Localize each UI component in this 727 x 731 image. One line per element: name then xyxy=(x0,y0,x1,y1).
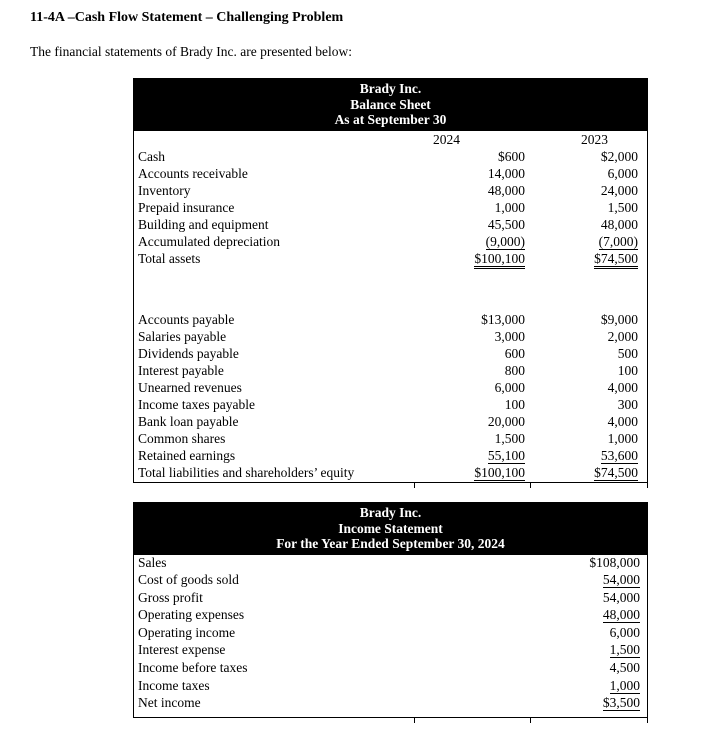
value-2024-text: 1,500 xyxy=(494,430,525,446)
row-label-text: Unearned revenues xyxy=(138,379,242,395)
row-label-text: Cost of goods sold xyxy=(138,572,239,588)
value-2023-text: 4,000 xyxy=(607,379,638,395)
row-label xyxy=(134,312,405,329)
statement-row xyxy=(134,431,647,448)
value-2024 xyxy=(405,431,525,448)
value-2024-text: 48,000 xyxy=(487,182,525,198)
value-text: 48,000 xyxy=(602,607,640,623)
value-2023 xyxy=(525,346,647,363)
value xyxy=(490,695,647,712)
row-label-text: Operating expenses xyxy=(138,607,245,623)
statement-title: Balance Sheet xyxy=(350,96,431,112)
value-2024 xyxy=(405,166,525,183)
row-label xyxy=(134,590,490,607)
row-label xyxy=(134,346,405,363)
value-2023-text: $74,500 xyxy=(594,252,638,269)
value-2023 xyxy=(525,363,647,380)
row-label xyxy=(134,678,490,695)
statement-date: As at September 30 xyxy=(334,112,447,127)
row-label xyxy=(134,183,405,200)
statement-title: Income Statement xyxy=(338,520,443,536)
value-2024 xyxy=(405,200,525,217)
value-2023-text: $74,500 xyxy=(594,466,638,483)
statement-row xyxy=(134,217,647,234)
value xyxy=(490,572,647,589)
value-2023 xyxy=(525,329,647,346)
value-text: 1,500 xyxy=(609,642,640,658)
row-label xyxy=(134,329,405,346)
row-label xyxy=(134,465,405,482)
value xyxy=(490,642,647,659)
problem-heading: 11-4A –Cash Flow Statement – Challenging Problem xyxy=(30,10,344,25)
row-label-text: Income taxes payable xyxy=(138,396,255,412)
value-2024-text: 14,000 xyxy=(487,165,525,181)
value-text: 54,000 xyxy=(602,589,640,605)
cell-border-tick xyxy=(530,483,531,488)
statement-row xyxy=(134,625,647,643)
row-label xyxy=(134,448,405,465)
statement-row xyxy=(134,572,647,590)
value-2024-text: 100 xyxy=(504,396,525,412)
statement-row xyxy=(134,329,647,346)
value-2023-text: 53,600 xyxy=(600,447,638,463)
value-2023-text: 2,000 xyxy=(607,328,638,344)
row-label-text: Inventory xyxy=(138,182,191,198)
value-2024 xyxy=(405,312,525,329)
row-label xyxy=(134,234,405,251)
value-2024-text: 55,100 xyxy=(487,447,525,463)
statement-row xyxy=(134,183,647,200)
row-label-text: Accumulated depreciation xyxy=(138,233,281,249)
row-label xyxy=(134,695,490,712)
blank-rows-spacer xyxy=(134,268,647,312)
statement-row xyxy=(134,380,647,397)
row-label-text: Operating income xyxy=(138,624,236,640)
value-2024 xyxy=(405,448,525,465)
statement-row xyxy=(134,607,647,625)
row-label-text: Net income xyxy=(138,695,201,711)
value-2023 xyxy=(525,312,647,329)
row-label-text: Cash xyxy=(138,148,165,164)
value-2024 xyxy=(405,465,525,483)
liabilities-equity-section xyxy=(134,312,647,482)
row-label-text: Income before taxes xyxy=(138,660,248,676)
statement-row xyxy=(134,678,647,696)
row-label-text: Accounts payable xyxy=(138,311,235,327)
row-label-text: Total assets xyxy=(138,250,201,266)
row-label xyxy=(134,149,405,166)
value-2023-text: 100 xyxy=(617,362,638,378)
statement-period: For the Year Ended September 30, 2024 xyxy=(276,536,505,551)
statement-row xyxy=(134,590,647,608)
row-label-text: Accounts receivable xyxy=(138,165,248,181)
income-statement-rows xyxy=(134,555,647,713)
statement-row xyxy=(134,312,647,329)
value-2024 xyxy=(405,329,525,346)
year-2023-header: 2023 xyxy=(581,131,608,147)
row-label xyxy=(134,251,405,268)
value-2023-text: (7,000) xyxy=(598,233,638,249)
value-2024-text: 1,000 xyxy=(494,199,525,215)
value-2024-text: $600 xyxy=(498,148,525,164)
value-2024 xyxy=(405,414,525,431)
intro-text: The financial statements of Brady Inc. are presented below: xyxy=(30,44,352,59)
value-2023 xyxy=(525,149,647,166)
value-2024-text: $13,000 xyxy=(481,311,525,327)
assets-section xyxy=(134,149,647,268)
statement-row xyxy=(134,234,647,251)
statement-row xyxy=(134,166,647,183)
value-2023-text: 500 xyxy=(617,345,638,361)
value-2023 xyxy=(525,448,647,465)
value-2024 xyxy=(405,234,525,251)
statement-row xyxy=(134,695,647,713)
row-label xyxy=(134,380,405,397)
statement-row xyxy=(134,200,647,217)
value-text: 4,500 xyxy=(609,660,640,676)
company-name: Brady Inc. xyxy=(359,505,422,520)
cell-border-tick xyxy=(647,718,648,723)
row-label xyxy=(134,625,490,642)
value-2023 xyxy=(525,234,647,251)
value-2023 xyxy=(525,465,647,483)
cell-border-tick xyxy=(647,483,648,488)
value-2023 xyxy=(525,397,647,414)
row-label-text: Prepaid insurance xyxy=(138,199,235,215)
year-2024-header: 2024 xyxy=(433,131,460,147)
statement-row xyxy=(134,660,647,678)
value-text: 1,000 xyxy=(609,677,640,693)
value-2023-text: 24,000 xyxy=(600,182,638,198)
value-2024-text: $100,100 xyxy=(474,252,525,269)
statement-row xyxy=(134,149,647,166)
row-label-text: Common shares xyxy=(138,430,226,446)
value xyxy=(490,590,647,607)
year-header-spacer xyxy=(134,132,340,149)
value-2023-text: 4,000 xyxy=(607,413,638,429)
row-label-text: Income taxes xyxy=(138,677,210,693)
value-2024 xyxy=(405,380,525,397)
value-2023 xyxy=(525,183,647,200)
value xyxy=(490,625,647,642)
statement-row xyxy=(134,363,647,380)
row-label-text: Gross profit xyxy=(138,589,203,605)
row-label xyxy=(134,217,405,234)
value-text: $3,500 xyxy=(602,695,640,711)
statement-row xyxy=(134,346,647,363)
row-label xyxy=(134,572,490,589)
cell-border-tick xyxy=(414,718,415,723)
row-label-text: Building and equipment xyxy=(138,216,269,232)
cell-border-tick xyxy=(530,718,531,723)
row-label xyxy=(134,414,405,431)
value xyxy=(490,555,647,572)
value-2024 xyxy=(405,346,525,363)
value-2024-text: (9,000) xyxy=(485,233,525,249)
value-2023 xyxy=(525,251,647,269)
row-label-text: Dividends payable xyxy=(138,345,239,361)
value-2023 xyxy=(525,431,647,448)
value-2023 xyxy=(525,166,647,183)
value-text: 54,000 xyxy=(602,572,640,588)
value-2023-text: $2,000 xyxy=(600,148,638,164)
statement-row xyxy=(134,465,647,482)
income-statement-table xyxy=(133,502,648,718)
value-2024 xyxy=(405,397,525,414)
statement-row xyxy=(134,397,647,414)
value-2024 xyxy=(405,363,525,380)
value-2023-text: 6,000 xyxy=(607,165,638,181)
income-statement-header-band xyxy=(134,503,647,555)
value-2023 xyxy=(525,414,647,431)
row-label xyxy=(134,363,405,380)
row-label-text: Sales xyxy=(138,554,167,570)
value xyxy=(490,678,647,695)
value-2024-text: $100,100 xyxy=(474,466,525,483)
company-name: Brady Inc. xyxy=(359,81,422,96)
value-text: 6,000 xyxy=(609,624,640,640)
value-2023-text: 300 xyxy=(617,396,638,412)
row-label xyxy=(134,431,405,448)
value-2023-text: 1,000 xyxy=(607,430,638,446)
statement-row xyxy=(134,555,647,573)
value-2023 xyxy=(525,380,647,397)
value-2024-text: 45,500 xyxy=(487,216,525,232)
row-label xyxy=(134,642,490,659)
value xyxy=(490,660,647,677)
value-2023 xyxy=(525,217,647,234)
value-2024 xyxy=(405,251,525,269)
balance-sheet-table xyxy=(133,78,648,483)
cell-border-tick xyxy=(414,483,415,488)
year-header-row xyxy=(134,132,647,149)
value-2024 xyxy=(405,217,525,234)
statement-row xyxy=(134,414,647,431)
row-label xyxy=(134,397,405,414)
row-label-text: Bank loan payable xyxy=(138,413,239,429)
row-label xyxy=(134,607,490,624)
row-label xyxy=(134,166,405,183)
value xyxy=(490,607,647,624)
value-2024-text: 800 xyxy=(504,362,525,378)
value-2023-text: 48,000 xyxy=(600,216,638,232)
row-label xyxy=(134,555,490,572)
row-label-text: Retained earnings xyxy=(138,447,236,463)
value-2024-text: 3,000 xyxy=(494,328,525,344)
row-label-text: Salaries payable xyxy=(138,328,227,344)
row-label-text: Interest payable xyxy=(138,362,224,378)
value-2023-text: 1,500 xyxy=(607,199,638,215)
row-label xyxy=(134,200,405,217)
statement-row xyxy=(134,251,647,268)
row-label-text: Total liabilities and shareholders’ equity xyxy=(138,464,355,480)
value-2024-text: 600 xyxy=(504,345,525,361)
value-text: $108,000 xyxy=(589,554,640,570)
value-2024 xyxy=(405,183,525,200)
balance-sheet-header-band xyxy=(134,79,647,131)
statement-row xyxy=(134,642,647,660)
value-2024-text: 6,000 xyxy=(494,379,525,395)
value-2023-text: $9,000 xyxy=(600,311,638,327)
value-2023 xyxy=(525,200,647,217)
value-2024 xyxy=(405,149,525,166)
statement-row xyxy=(134,448,647,465)
row-label xyxy=(134,660,490,677)
value-2024-text: 20,000 xyxy=(487,413,525,429)
row-label-text: Interest expense xyxy=(138,642,226,658)
